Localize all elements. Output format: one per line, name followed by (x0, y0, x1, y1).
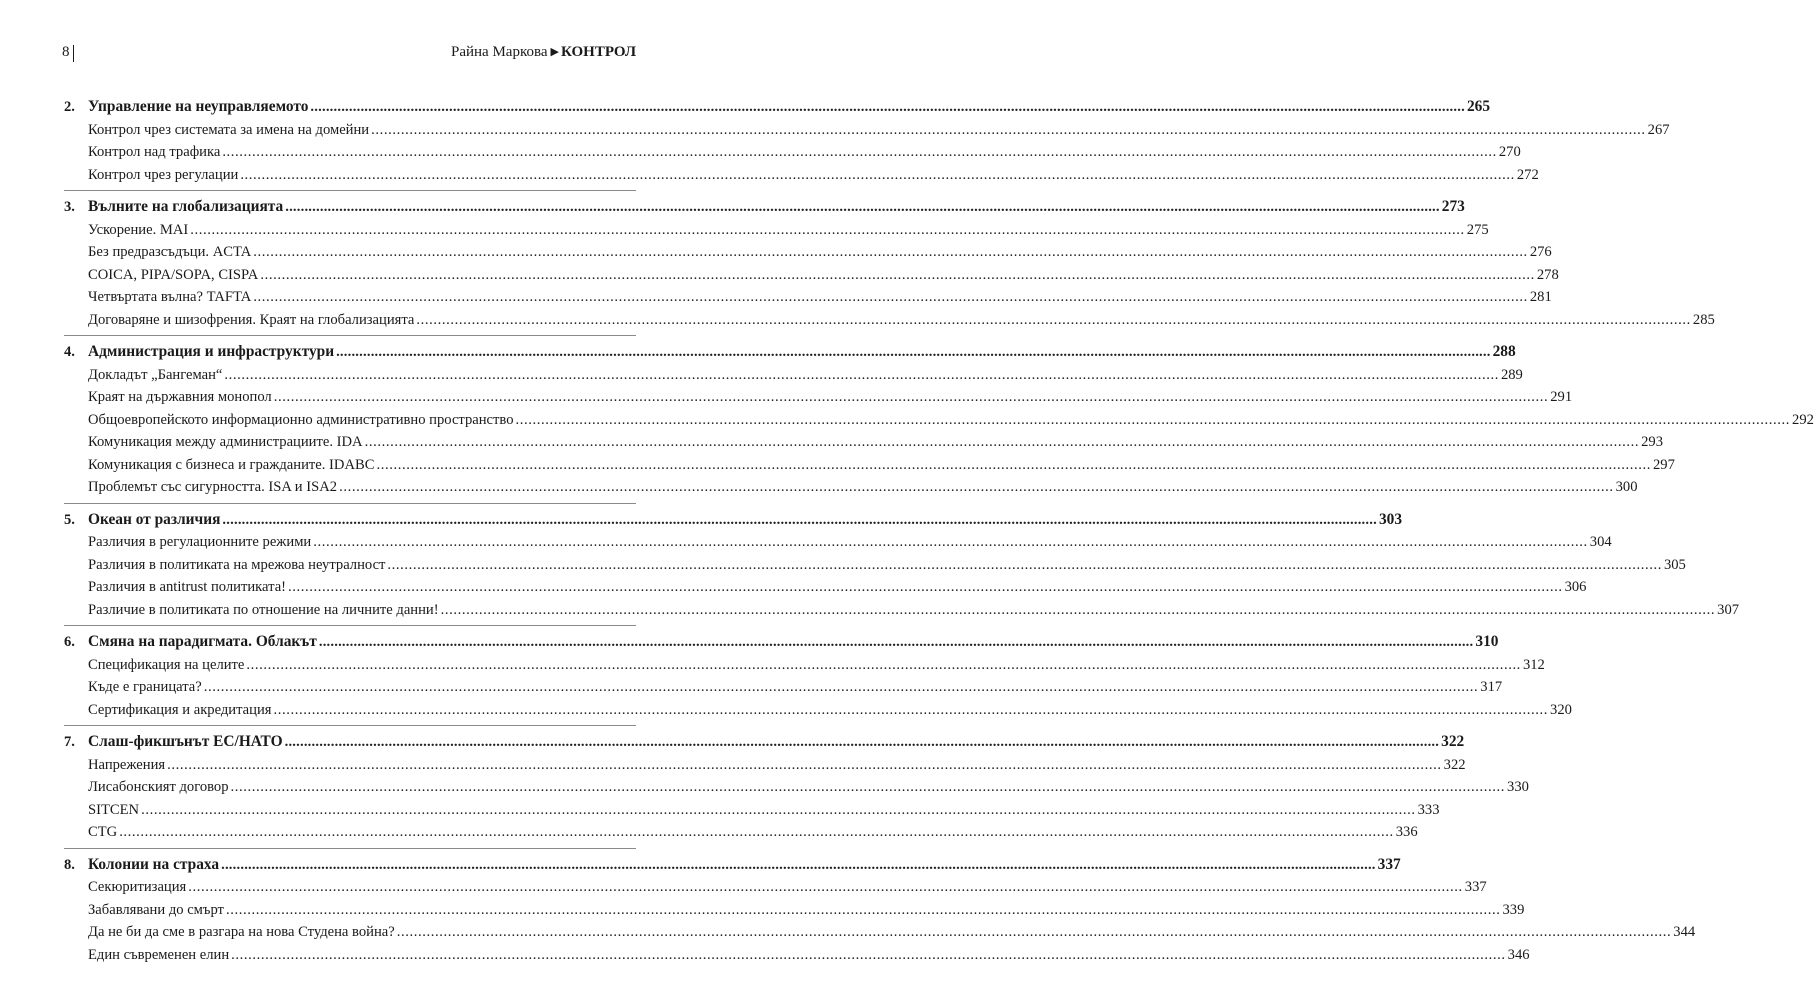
chapter-title: Управление на неуправляемото (88, 98, 309, 115)
toc-section-entry[interactable] (64, 676, 1503, 699)
section-title: CTG (88, 824, 118, 840)
section-title: Лисабонският договор (88, 779, 229, 795)
toc-section-entry[interactable] (64, 876, 1487, 899)
section-title: Договаряне и шизофрения. Краят на глобализацията (88, 311, 415, 328)
section-title: COICA, PIPA/SOPA, CISPA (88, 266, 259, 283)
chapter-page-number: 288 (1492, 343, 1516, 360)
dot-leader: ............................................................................................................................................................................................................................................................................................................ (376, 456, 1651, 473)
section-page-number: 270 (1498, 144, 1521, 160)
chapter-title: Вълните на глобализацията (88, 198, 284, 215)
chapter-number: 2. (64, 99, 75, 115)
section-page-number: 292 (1792, 411, 1814, 428)
dot-leader: ............................................................................................................................................................................................................................................................................................................ (230, 779, 1506, 795)
dot-leader: ............................................................................................................................................................................................................................................................................................................ (188, 879, 1463, 895)
dot-leader: ............................................................................................................................................................................................................................................................................................................ (119, 824, 1394, 840)
dot-leader: ............................................................................................................................................................................................................................................................................................................ (225, 901, 1501, 918)
dot-leader: ............................................................................................................................................................................................................................................................................................................ (203, 679, 1479, 695)
dot-leader: ............................................................................................................................................................................................................................................................................................................ (240, 166, 1515, 183)
section-title: Сертификация и акредитация (88, 701, 272, 718)
chapter-page-number: 322 (1441, 733, 1465, 750)
page-number-divider (73, 45, 74, 62)
section-title: Спецификация на целите (88, 656, 245, 673)
toc-chapter-entry[interactable] (64, 731, 1465, 754)
section-title: Краят на държавния монопол (88, 389, 272, 405)
dot-leader: ............................................................................................................................................................................................................................................................................................................ (416, 311, 1691, 328)
toc-section-entry[interactable] (64, 264, 1559, 287)
section-title: Секюритизация (88, 879, 187, 895)
dot-leader: ............................................................................................................................................................................................................................................................................................................ (371, 121, 1646, 138)
dot-leader: ............................................................................................................................................................................................................................................................................................................ (141, 801, 1416, 818)
chapter-page-number: 265 (1466, 98, 1491, 115)
section-title: Комуникация между администрациите. IDA (88, 434, 363, 450)
toc-chapter-entry[interactable] (64, 631, 1499, 654)
toc-section-entry[interactable] (64, 944, 1530, 967)
toc-section-entry[interactable] (64, 454, 1675, 477)
dot-leader: ............................................................................................................................................................................................................................................................................................................ (440, 601, 1716, 618)
section-title: SITCEN (88, 801, 140, 818)
toc-section-entry[interactable] (64, 364, 1523, 387)
section-page-number: 285 (1692, 311, 1715, 328)
toc-chapter (64, 725, 1529, 848)
dot-leader: ............................................................................................................................................................................................................................................................................................................ (339, 479, 1614, 495)
dot-leader: ............................................................................................................................................................................................................................................................................................................ (387, 556, 1662, 573)
chapter-title: Администрация и инфраструктури (88, 343, 335, 360)
toc-section-entry[interactable] (64, 899, 1525, 922)
section-page-number: 322 (1443, 756, 1466, 773)
toc-chapter-entry[interactable] (64, 854, 1401, 877)
section-title: Контрол чрез системата за имена на домейни (88, 121, 370, 138)
section-page-number: 304 (1589, 534, 1612, 550)
section-page-number: 330 (1507, 779, 1529, 795)
dot-leader: ............................................................................................................................................................................................................................................................................................................ (515, 411, 1791, 428)
triangle-arrow-icon: ▶ (550, 46, 559, 58)
toc-section-entry[interactable] (64, 821, 1418, 844)
toc-section-entry[interactable] (64, 776, 1529, 799)
dot-leader: ............................................................................................................................................................................................................................................................................................................ (273, 701, 1549, 718)
toc-section-entry[interactable] (64, 754, 1466, 777)
section-title: Четвъртата вълна? TAFTA (88, 289, 252, 305)
running-title (451, 44, 636, 61)
toc-section-entry[interactable] (64, 286, 1552, 309)
dot-leader: ............................................................................................................................................................................................................................................................................................................ (284, 734, 1440, 750)
section-page-number: 306 (1564, 579, 1587, 595)
toc-chapter (64, 190, 1715, 335)
section-page-number: 278 (1536, 266, 1559, 283)
section-title: Контрол над трафика (88, 144, 221, 160)
chapter-page-number: 310 (1475, 633, 1499, 650)
dot-leader: ............................................................................................................................................................................................................................................................................................................ (336, 344, 1491, 360)
toc-chapter-entry[interactable] (64, 196, 1465, 219)
section-page-number: 267 (1647, 121, 1670, 138)
table-of-contents (64, 91, 1814, 970)
dot-leader: ............................................................................................................................................................................................................................................................................................................ (288, 579, 1563, 595)
section-page-number: 297 (1652, 456, 1675, 473)
section-title: Забавлявани до смърт (88, 901, 224, 918)
author-name: Райна Маркова (450, 44, 548, 60)
toc-section-entry[interactable] (64, 409, 1814, 432)
toc-chapter-entry[interactable] (64, 96, 1491, 119)
toc-section-entry[interactable] (64, 699, 1572, 722)
dot-leader: ............................................................................................................................................................................................................................................................................................................ (313, 534, 1588, 550)
section-title: Напрежения (88, 756, 166, 773)
dot-leader: ............................................................................................................................................................................................................................................................................................................ (285, 199, 1440, 215)
toc-section-entry[interactable] (64, 141, 1521, 164)
toc-chapter (64, 91, 1670, 190)
page-number: 8 (62, 44, 70, 60)
dot-leader: ............................................................................................................................................................................................................................................................................................................ (231, 946, 1506, 963)
section-page-number: 333 (1417, 801, 1440, 818)
section-title: Ускорение. MAI (88, 221, 189, 238)
dot-leader: ............................................................................................................................................................................................................................................................................................................ (253, 289, 1528, 305)
chapter-title: Колонии на страха (88, 855, 220, 873)
chapter-page-number: 273 (1441, 198, 1465, 215)
chapter-title: Океан от различия (88, 510, 221, 528)
chapter-number: 4. (64, 344, 75, 360)
section-title: Без предразсъдъци. ACTA (88, 244, 252, 260)
dot-leader: ............................................................................................................................................................................................................................................................................................................ (396, 924, 1672, 940)
dot-leader: ............................................................................................................................................................................................................................................................................................................ (221, 856, 1376, 873)
toc-section-entry[interactable] (64, 921, 1696, 944)
section-title: Да не би да сме в разгара на нова Студена война? (88, 924, 395, 940)
dot-leader: ............................................................................................................................................................................................................................................................................................................ (273, 389, 1549, 405)
section-title: Къде е границата? (88, 679, 202, 695)
toc-section-entry[interactable] (64, 241, 1552, 264)
section-page-number: 346 (1507, 946, 1530, 963)
section-title: Комуникация с бизнеса и гражданите. IDABC (88, 456, 375, 473)
section-title: Докладът „Бангеман“ (88, 366, 223, 383)
dot-leader: ............................................................................................................................................................................................................................................................................................................ (318, 634, 1474, 650)
section-page-number: 300 (1615, 479, 1638, 495)
toc-section-entry[interactable] (64, 309, 1715, 332)
section-page-number: 336 (1395, 824, 1418, 840)
section-title: Различия в регулационните режими (88, 534, 312, 550)
section-page-number: 289 (1500, 366, 1523, 383)
dot-leader: ............................................................................................................................................................................................................................................................................................................ (310, 99, 1465, 115)
section-page-number: 293 (1641, 434, 1663, 450)
section-title: Един съвременен елин (88, 946, 230, 963)
section-page-number: 307 (1717, 601, 1740, 618)
section-page-number: 339 (1502, 901, 1525, 918)
dot-leader: ............................................................................................................................................................................................................................................................................................................ (246, 656, 1521, 673)
dot-leader: ............................................................................................................................................................................................................................................................................................................ (364, 434, 1640, 450)
toc-chapter (64, 335, 1814, 503)
toc-section-entry[interactable] (64, 476, 1638, 499)
chapter-number: 6. (64, 634, 75, 650)
toc-section-entry[interactable] (64, 219, 1489, 242)
chapter-page-number: 303 (1378, 510, 1403, 528)
toc-section-entry[interactable] (64, 164, 1539, 187)
section-page-number: 320 (1550, 701, 1572, 718)
section-title: Контрол чрез регулации (88, 166, 239, 183)
toc-chapter-entry[interactable] (64, 341, 1516, 364)
toc-section-entry[interactable] (64, 576, 1587, 599)
dot-leader: ............................................................................................................................................................................................................................................................................................................ (222, 144, 1497, 160)
dot-leader: ............................................................................................................................................................................................................................................................................................................ (190, 221, 1465, 238)
toc-chapter-entry[interactable] (64, 509, 1403, 532)
chapter-number: 3. (64, 199, 75, 215)
section-page-number: 305 (1663, 556, 1686, 573)
section-page-number: 272 (1516, 166, 1539, 183)
chapter-page-number: 337 (1377, 855, 1401, 873)
section-page-number: 317 (1480, 679, 1503, 695)
toc-section-entry[interactable] (64, 554, 1686, 577)
dot-leader: ............................................................................................................................................................................................................................................................................................................ (167, 756, 1442, 773)
toc-section-entry[interactable] (64, 119, 1670, 142)
toc-chapter (64, 503, 1740, 626)
chapter-number: 5. (64, 511, 75, 528)
section-page-number: 312 (1522, 656, 1545, 673)
section-page-number: 281 (1529, 289, 1552, 305)
dot-leader: ............................................................................................................................................................................................................................................................................................................ (224, 366, 1499, 383)
toc-section-entry[interactable] (64, 431, 1663, 454)
toc-section-entry[interactable] (64, 799, 1440, 822)
section-title: Различие в политиката по отношение на личните данни! (88, 601, 439, 618)
chapter-title: Смяна на парадигмата. Облакът (88, 633, 317, 650)
dot-leader: ............................................................................................................................................................................................................................................................................................................ (222, 511, 1377, 528)
toc-section-entry[interactable] (64, 654, 1545, 677)
chapter-number: 7. (64, 734, 75, 750)
toc-section-entry[interactable] (64, 599, 1740, 622)
book-title: КОНТРОЛ (560, 44, 636, 60)
chapter-number: 8. (64, 856, 75, 873)
dot-leader: ............................................................................................................................................................................................................................................................................................................ (253, 244, 1528, 260)
section-page-number: 276 (1529, 244, 1552, 260)
section-page-number: 344 (1673, 924, 1696, 940)
toc-chapter (64, 625, 1572, 725)
section-title: Различия в политиката на мрежова неутралност (88, 556, 386, 573)
section-page-number: 275 (1466, 221, 1489, 238)
section-page-number: 291 (1550, 389, 1573, 405)
toc-section-entry[interactable] (64, 386, 1573, 409)
dot-leader: ............................................................................................................................................................................................................................................................................................................ (260, 266, 1535, 283)
section-title: Различия в antitrust политиката! (88, 579, 287, 595)
section-title: Проблемът със сигурността. ISA и ISA2 (88, 479, 338, 495)
toc-section-entry[interactable] (64, 531, 1612, 554)
chapter-title: Слаш-фикшънът ЕС/НАТО (88, 733, 283, 750)
section-title: Общоевропейското информационно административно пространство (88, 411, 514, 428)
section-page-number: 337 (1464, 879, 1487, 895)
running-header (62, 44, 636, 66)
toc-chapter (64, 848, 1696, 971)
